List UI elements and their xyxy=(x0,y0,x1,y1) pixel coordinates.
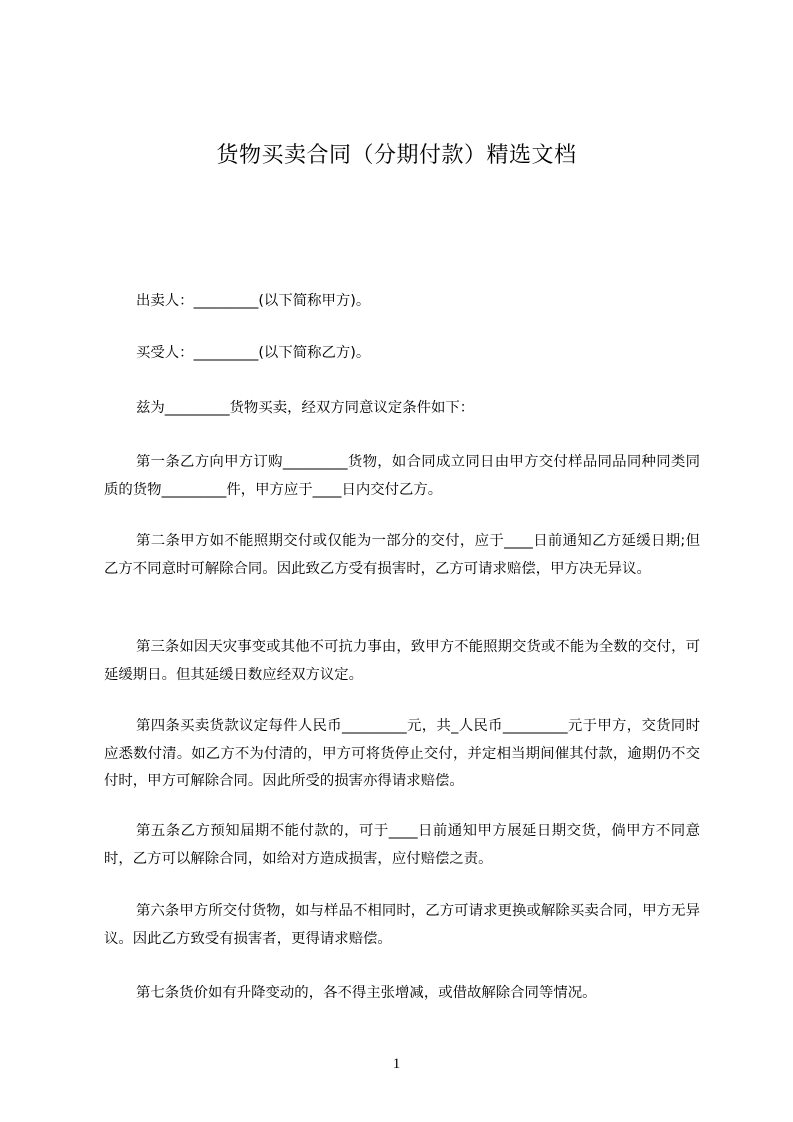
page-number: 1 xyxy=(392,1056,401,1072)
paragraph-article-6: 第六条甲方所交付货物，如与样品不相同时，乙方可请求更换或解除买卖合同，甲方无异议。因此乙方致受有损害者，更得请求赔偿。 xyxy=(104,903,700,947)
paragraph-seller: 出卖人：_________(以下简称甲方)。 xyxy=(136,293,371,309)
paragraph-article-1: 第一条乙方向甲方订购_________货物，如合同成立同日由甲方交付样品同品同种同类同质的货物_________件，甲方应于____日内交付乙方。 xyxy=(104,454,700,498)
paragraph-article-5: 第五条乙方预知届期不能付款的，可于____日前通知甲方展延日期交货，倘甲方不同意时，乙方可以解除合同，如给对方造成损害，应付赔偿之责。 xyxy=(104,823,700,867)
paragraph-article-7: 第七条货价如有升降变动的，各不得主张增减，或借故解除合同等情况。 xyxy=(136,985,597,1001)
document-title: 货物买卖合同（分期付款）精选文档 xyxy=(216,143,577,168)
paragraph-preamble: 兹为_________货物买卖，经双方同意议定条件如下： xyxy=(136,400,475,416)
paragraph-buyer: 买受人：_________(以下简称乙方)。 xyxy=(136,345,371,361)
paragraph-article-2: 第二条甲方如不能照期交付或仅能为一部分的交付，应于____日前通知乙方延缓日期;但乙方不同意时可解除合同。因此致乙方受有损害时，乙方可请求赔偿，甲方决无异议。 xyxy=(104,533,700,577)
paragraph-article-3: 第三条如因天灾事变或其他不可抗力事由，致甲方不能照期交货或不能为全数的交付，可延缓期日。但其延缓日数应经双方议定。 xyxy=(104,639,700,683)
paragraph-article-4: 第四条买卖货款议定每件人民币_________元，共_人民币_________元于甲方，交货同时应悉数付清。如乙方不为付清的，甲方可将货停止交付，并定相当期间催其付款，逾期仍不交付时，甲方可解除合同。因此所受的损害亦得请求赔偿。 xyxy=(104,718,700,789)
